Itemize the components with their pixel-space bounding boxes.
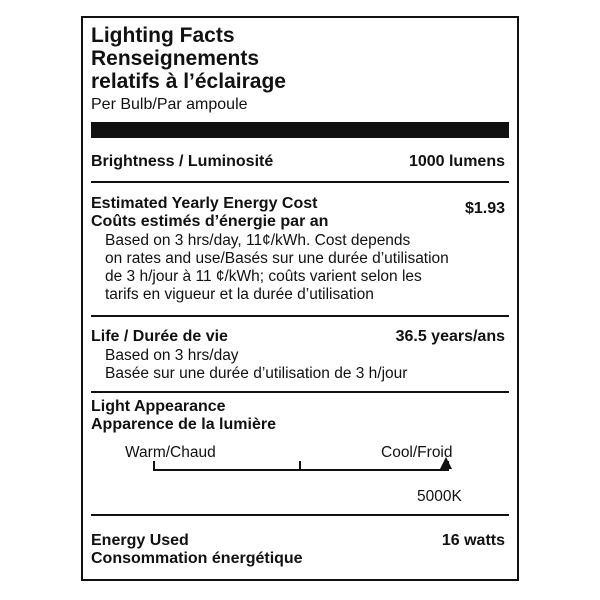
section-divider [91, 391, 509, 393]
section-divider [91, 514, 509, 516]
warm-label: Warm/Chaud [125, 444, 216, 461]
scale-tick [299, 461, 301, 471]
title-line-1: Lighting Facts [91, 24, 235, 47]
color-temperature-value: 5000K [417, 488, 462, 505]
energy-used-label-en: Energy Used [91, 532, 189, 549]
energy-cost-note-line: Based on 3 hrs/day, 11¢/kWh. Cost depends [105, 232, 411, 249]
cool-label: Cool/Froid [381, 444, 453, 461]
energy-cost-value: $1.93 [464, 200, 505, 217]
energy-cost-label-en: Estimated Yearly Energy Cost [91, 195, 318, 212]
life-note-line: Basée sur une durée d’utilisation de 3 h/jour [105, 365, 408, 382]
energy-cost-label-fr: Coûts estimés d’énergie par an [91, 213, 329, 230]
per-bulb-text: Per Bulb/Par ampoule [91, 96, 248, 113]
color-temperature-marker-icon [440, 457, 452, 469]
scale-tick [153, 461, 155, 471]
life-value: 36.5 years/ans [395, 328, 505, 345]
life-label: Life / Durée de vie [91, 328, 228, 345]
brightness-label: Brightness / Luminosité [91, 153, 274, 170]
energy-cost-note-line: de 3 h/jour à 11 ¢/kWh; coûts varient selon les [105, 268, 422, 285]
section-divider [91, 181, 509, 183]
energy-used-label-fr: Consommation énergétique [91, 550, 303, 567]
title-line-2: Renseignements [91, 47, 260, 70]
section-divider [91, 315, 509, 317]
title-line-3: relatifs à l’éclairage [91, 70, 286, 93]
header-divider-bar [91, 122, 509, 138]
energy-used-value: 16 watts [441, 532, 505, 549]
appearance-label-en: Light Appearance [91, 398, 226, 415]
color-temperature-scale [153, 469, 449, 471]
lighting-facts-label [81, 16, 519, 581]
brightness-value: 1000 lumens [408, 153, 505, 170]
appearance-label-fr: Apparence de la lumière [91, 416, 276, 433]
energy-cost-note-line: on rates and use/Basés sur une durée d’utilisation [105, 250, 449, 267]
energy-cost-note-line: tarifs en vigueur et la durée d’utilisation [105, 286, 374, 303]
life-note-line: Based on 3 hrs/day [105, 347, 239, 364]
